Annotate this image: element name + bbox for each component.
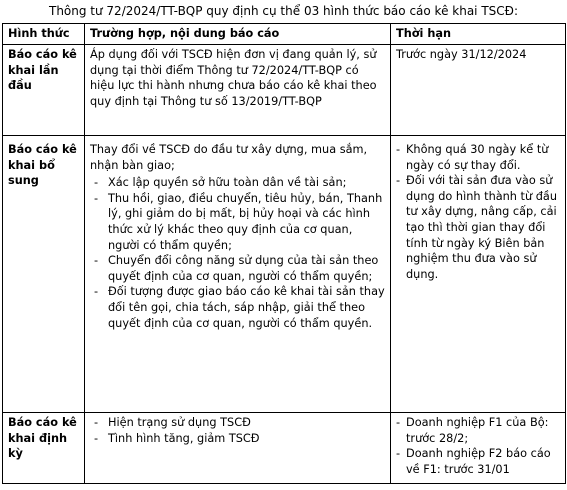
list-item: - Tình hình tăng, giảm TSCĐ: [90, 431, 385, 447]
header-type: Hình thức: [3, 24, 85, 45]
list-item: - Doanh nghiệp F2 báo cáo về F1: trước 31/01: [396, 446, 560, 477]
deadline-list: [396, 142, 560, 282]
list-item: - Xác lập quyền sở hữu toàn dân về tài sản;: [90, 175, 385, 191]
table-row-supplementary-declaration: [3, 136, 566, 413]
row-content-cell: Áp dụng đối với TSCĐ hiện đơn vị đang quản lý, sử dụng tại thời điểm Thông tư 72/2024/TT-BQP có hiệu lực thi hành nhưng chưa báo cáo kê khai theo quy định tại Thông tư số 13/2019/TT-BQP: [85, 45, 391, 136]
content-list: [90, 415, 385, 446]
table-row-periodic-declaration: [3, 413, 566, 484]
list-item: - Đối với tài sản đưa vào sử dụng do hình thành từ đầu tư xây dựng, nâng cấp, cải tạo thì thời gian thay đổi tính từ ngày ký Biên bản nghiệm thu đưa vào sử dụng.: [396, 173, 560, 282]
list-item: - Hiện trạng sử dụng TSCĐ: [90, 415, 385, 431]
document-title: Thông tư 72/2024/TT-BQP quy định cụ thể 03 hình thức báo cáo kê khai TSCĐ:: [48, 4, 518, 18]
row-deadline-cell: [391, 136, 566, 413]
list-item: - Không quá 30 ngày kể từ ngày có sự thay đổi.: [396, 142, 560, 173]
header-content: Trường hợp, nội dung báo cáo: [85, 24, 391, 45]
header-deadline: Thời hạn: [391, 24, 566, 45]
report-forms-table: [2, 23, 566, 484]
list-item: - Thu hồi, giao, điều chuyển, tiêu hủy, bán, Thanh lý, ghi giảm do bị mất, bị hủy hoại và các hình thức xử lý khác theo quy định của cơ quan, người có thẩm quyền;: [90, 191, 385, 253]
list-item: - Doanh nghiệp F1 của Bộ: trước 28/2;: [396, 415, 560, 446]
row-deadline-cell: [391, 413, 566, 484]
row-deadline-cell: Trước ngày 31/12/2024: [391, 45, 566, 136]
row-type-cell: Báo cáo kê khai bổ sung: [3, 136, 85, 413]
table-header-row: [3, 24, 566, 45]
row-content-cell: [85, 413, 391, 484]
table-row-first-declaration: [3, 45, 566, 136]
row-type-cell: Báo cáo kê khai lần đầu: [3, 45, 85, 136]
content-list: [90, 175, 385, 331]
list-item: - Đối tượng được giao báo cáo kê khai tài sản thay đổi tên gọi, chia tách, sáp nhập, giải thể theo quyết định của cơ quan, người có thẩm quyền.: [90, 284, 385, 331]
row-content-cell: [85, 136, 391, 413]
content-intro: Thay đổi về TSCĐ do đầu tư xây dựng, mua sắm, nhận bàn giao;: [90, 143, 368, 172]
list-item: - Chuyển đổi công năng sử dụng của tài sản theo quyết định của cơ quan, người có thẩm quyền;: [90, 253, 385, 284]
deadline-list: [396, 415, 560, 477]
row-type-cell: Báo cáo kê khai định kỳ: [3, 413, 85, 484]
